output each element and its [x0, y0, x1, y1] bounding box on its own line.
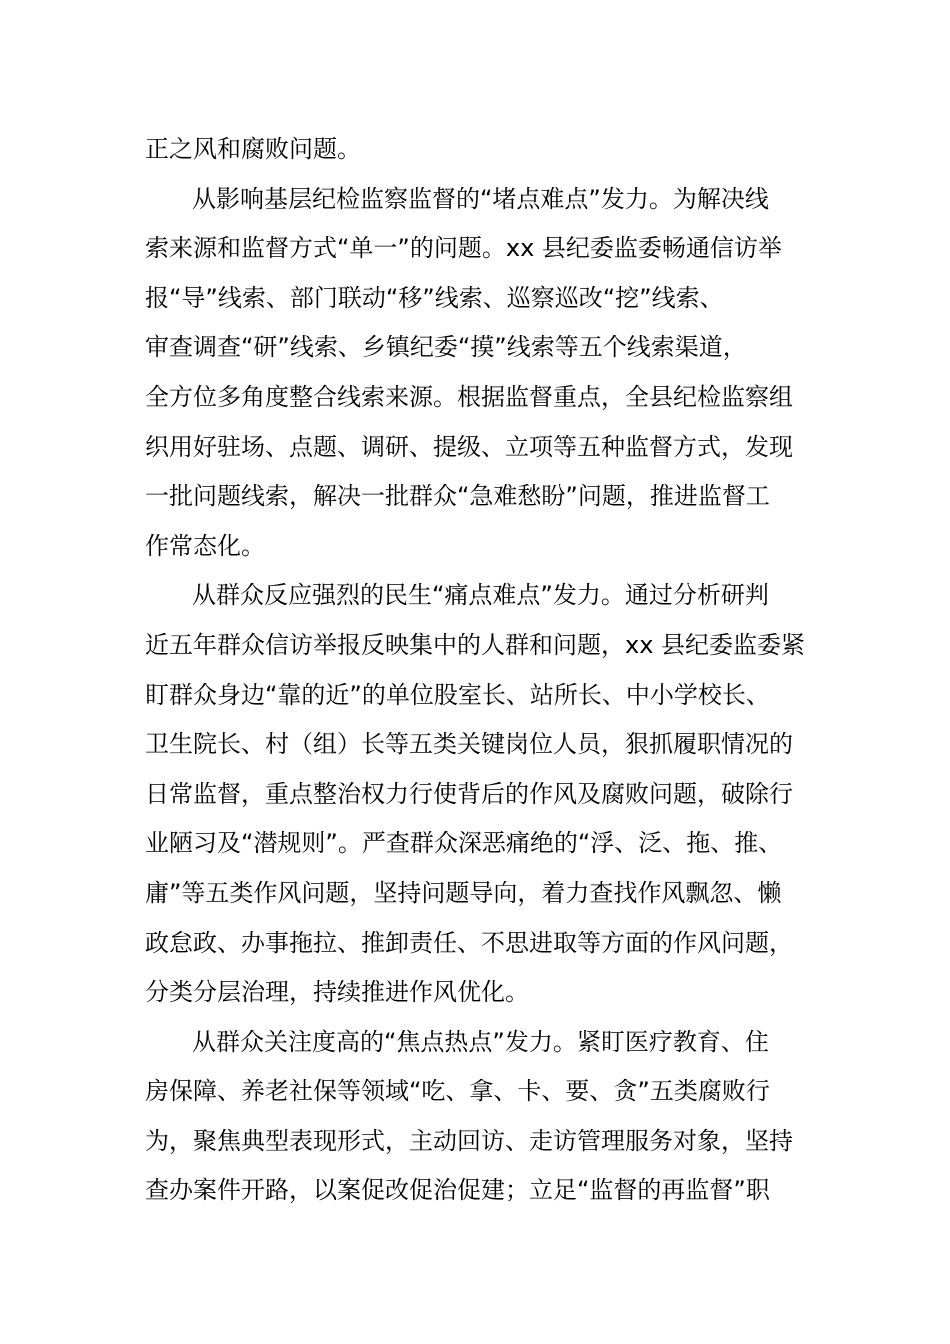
text-line: 日常监督，重点整治权力行使背后的作风及腐败问题，破除行: [145, 779, 793, 808]
text-line: 分类分层治理，持续推进作风优化。: [145, 978, 529, 1007]
text-line: 正之风和腐败问题。: [145, 135, 361, 163]
text-line: 近五年群众信访举报反映集中的人群和问题，xx 县纪委监委紧: [145, 630, 806, 659]
text-line: 庸”等五类作风问题，坚持问题导向，着力查找作风飘忽、懒: [145, 878, 782, 907]
text-line: 查办案件开路，以案促改促治促建；立足“监督的再监督”职: [145, 1176, 770, 1205]
paragraph-first-line: 从影响基层纪检监察监督的“堵点难点”发力。为解决线: [192, 184, 769, 213]
text-line: 织用好驻场、点题、调研、提级、立项等五种监督方式，发现: [145, 432, 793, 461]
text-line: 政怠政、办事拖拉、推卸责任、不思进取等方面的作风问题，: [145, 928, 793, 957]
text-line: 盯群众身边“靠的近”的单位股室长、站所长、中小学校长、: [145, 680, 770, 709]
text-line: 全方位多角度整合线索来源。根据监督重点，全县纪检监察组: [145, 382, 793, 411]
paragraph-first-line: 从群众反应强烈的民生“痛点难点”发力。通过分析研判: [192, 581, 769, 610]
text-line: 卫生院长、村（组）长等五类关键岗位人员，狠抓履职情况的: [145, 730, 793, 759]
text-line: 报“导”线索、部门联动“移”线索、巡察巡改“挖”线索、: [145, 283, 724, 312]
text-line: 一批问题线索，解决一批群众“急难愁盼”问题，推进监督工: [145, 482, 770, 511]
text-line: 作常态化。: [145, 531, 265, 560]
paragraph-first-line: 从群众关注度高的“焦点热点”发力。紧盯医疗教育、住: [192, 1027, 769, 1056]
body-text: [145, 125, 825, 1216]
text-line: 房保障、养老社保等领域“吃、拿、卡、要、贪”五类腐败行: [145, 1077, 770, 1106]
text-line: 审查调查“研”线索、乡镇纪委“摸”线索等五个线索渠道，: [145, 333, 747, 362]
text-line: 索来源和监督方式“单一”的问题。xx 县纪委监委畅通信访举: [145, 234, 782, 263]
text-line: 为，聚焦典型表现形式，主动回访、走访管理服务对象，坚持: [145, 1126, 793, 1155]
text-line: 业陋习及“潜规则”。严查群众深恶痛绝的“浮、泛、拖、推、: [145, 829, 783, 858]
